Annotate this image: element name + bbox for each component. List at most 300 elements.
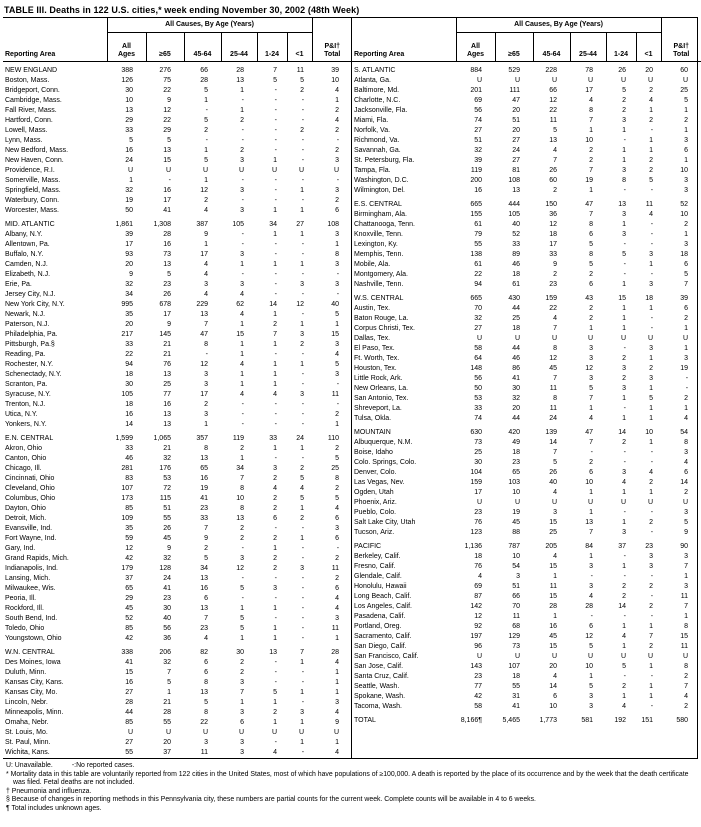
- value-cell: 7: [589, 167, 593, 174]
- city-row: [3, 474, 352, 484]
- value-cell: U: [202, 167, 208, 174]
- value-cell: -: [241, 575, 244, 582]
- value-cell: 16: [163, 241, 171, 248]
- city-row: [352, 96, 701, 106]
- value-cell: 338: [121, 649, 133, 656]
- value-cell: 8: [622, 177, 626, 184]
- value-cell: -: [301, 117, 305, 124]
- city-row: [352, 508, 701, 518]
- value-cell: 33: [549, 251, 557, 258]
- value-cell: 2: [300, 515, 305, 522]
- value-cell: 105: [508, 211, 520, 218]
- value-cell: -: [623, 673, 626, 680]
- value-cell: 281: [121, 465, 133, 472]
- value-cell: 5: [300, 495, 305, 502]
- value-cell: 42: [125, 555, 133, 562]
- value-cell: 2: [622, 583, 626, 590]
- city-row: [352, 166, 701, 176]
- value-cell: 3: [622, 365, 626, 372]
- value-cell: 12: [549, 221, 557, 228]
- value-cell: 581: [581, 717, 593, 724]
- value-cell: 28: [200, 77, 208, 84]
- reporting-area-cell: St. Louis, Mo.: [5, 729, 48, 736]
- value-cell: 4: [204, 207, 208, 214]
- value-cell: -: [241, 401, 244, 408]
- value-cell: 1: [622, 519, 626, 526]
- city-row: [352, 414, 701, 424]
- city-row: [3, 166, 352, 176]
- value-cell: 35: [125, 311, 133, 318]
- reporting-area-cell: Kansas City, Mo.: [5, 689, 58, 696]
- city-row: [3, 76, 352, 86]
- value-cell: 6: [589, 469, 593, 476]
- value-cell: 15: [549, 643, 557, 650]
- value-cell: 1: [684, 127, 689, 134]
- value-cell: 16: [163, 187, 171, 194]
- value-cell: 10: [549, 703, 557, 710]
- value-cell: 26: [549, 469, 557, 476]
- value-cell: -: [650, 271, 654, 278]
- value-cell: 4: [335, 749, 340, 756]
- value-cell: -: [301, 137, 305, 144]
- value-cell: 10: [680, 167, 689, 174]
- value-cell: 47: [585, 201, 593, 208]
- value-cell: 11: [549, 583, 557, 590]
- value-cell: 10: [331, 77, 340, 84]
- value-cell: 17: [163, 197, 171, 204]
- table-title: TABLE III. Deaths in 122 U.S. cities,* week ending November 30, 2002 (48th Week): [4, 5, 360, 15]
- value-cell: 2: [649, 583, 654, 590]
- value-cell: 4: [335, 709, 340, 716]
- value-cell: 3: [589, 583, 593, 590]
- value-cell: 12: [163, 107, 171, 114]
- value-cell: 387: [196, 221, 208, 228]
- value-cell: 2: [273, 709, 277, 716]
- value-cell: 22: [200, 719, 208, 726]
- value-cell: 1,065: [153, 435, 171, 442]
- pi-total-header-label: P&I† Total: [324, 43, 341, 58]
- reporting-area-cell: New Bedford, Mass.: [5, 147, 69, 154]
- city-row: [3, 206, 352, 216]
- value-cell: -: [301, 545, 305, 552]
- value-cell: 4: [240, 291, 244, 298]
- city-row: [352, 468, 701, 478]
- value-cell: 93: [125, 251, 133, 258]
- value-cell: U: [298, 729, 305, 736]
- city-row: [3, 106, 352, 116]
- value-cell: 3: [335, 615, 340, 622]
- value-cell: 1: [300, 719, 305, 726]
- value-cell: 2: [622, 375, 626, 382]
- city-row: [3, 748, 352, 758]
- city-row: [352, 562, 701, 572]
- value-cell: 7: [273, 331, 277, 338]
- value-cell: 5: [649, 395, 654, 402]
- value-cell: 22: [549, 107, 557, 114]
- city-row: [3, 270, 352, 280]
- value-cell: 105: [121, 391, 133, 398]
- region-total-row: [3, 220, 352, 230]
- value-cell: 15: [549, 519, 557, 526]
- value-cell: 74: [474, 117, 482, 124]
- value-cell: 1: [273, 371, 277, 378]
- value-cell: 18: [474, 553, 482, 560]
- value-cell: 5: [649, 177, 654, 184]
- value-cell: 17: [200, 391, 208, 398]
- value-cell: 4: [589, 97, 593, 104]
- value-cell: U: [551, 335, 557, 342]
- city-row: [352, 270, 701, 280]
- value-cell: 12: [585, 633, 593, 640]
- value-cell: 5: [335, 311, 340, 318]
- value-cell: 13: [236, 77, 244, 84]
- value-cell: 22: [474, 271, 482, 278]
- reporting-area-cell: Detroit, Mich.: [5, 515, 47, 522]
- reporting-area-cell: Hartford, Conn.: [5, 117, 53, 124]
- reporting-area-cell: PACIFIC: [354, 543, 382, 550]
- reporting-area-cell: MOUNTAIN: [354, 429, 391, 436]
- value-cell: 41: [163, 207, 171, 214]
- value-cell: 1: [335, 241, 340, 248]
- value-cell: U: [514, 77, 520, 84]
- value-cell: 1: [649, 137, 654, 144]
- reporting-area-cell: Austin, Tex.: [354, 305, 391, 312]
- value-cell: 3: [240, 207, 244, 214]
- value-cell: U: [587, 335, 593, 342]
- value-cell: 2: [622, 439, 626, 446]
- value-cell: -: [590, 573, 593, 580]
- value-cell: 79: [474, 231, 482, 238]
- value-cell: -: [336, 381, 340, 388]
- value-cell: 29: [163, 127, 171, 134]
- value-cell: 21: [163, 445, 171, 452]
- value-cell: 3: [273, 465, 277, 472]
- value-cell: 16: [125, 411, 133, 418]
- value-cell: 40: [512, 221, 520, 228]
- value-cell: 5: [335, 455, 340, 462]
- region-total-row: [352, 66, 701, 76]
- reporting-area-cell: Lowell, Mass.: [5, 127, 48, 134]
- value-cell: U: [238, 167, 244, 174]
- value-cell: 69: [474, 583, 482, 590]
- value-cell: -: [301, 575, 305, 582]
- value-cell: 4: [553, 147, 557, 154]
- value-cell: 3: [335, 231, 340, 238]
- value-cell: 10: [125, 97, 133, 104]
- value-cell: 51: [512, 117, 520, 124]
- value-cell: 19: [585, 177, 593, 184]
- value-cell: 9: [167, 97, 171, 104]
- value-cell: 19: [125, 197, 133, 204]
- value-cell: 2: [335, 197, 340, 204]
- reporting-area-cell: Miami, Fla.: [354, 117, 389, 124]
- value-cell: 9: [553, 261, 557, 268]
- region-total-row: [352, 200, 701, 210]
- value-cell: -: [301, 669, 305, 676]
- value-cell: 18: [512, 325, 520, 332]
- value-cell: 18: [512, 449, 520, 456]
- value-cell: 76: [163, 361, 171, 368]
- value-cell: -: [650, 673, 654, 680]
- reporting-area-cell: Peoria, Ill.: [5, 595, 37, 602]
- col-25-44: 25-44: [221, 33, 257, 62]
- reporting-area-cell: Erie, Pa.: [5, 281, 32, 288]
- value-cell: 56: [474, 375, 482, 382]
- value-cell: U: [587, 499, 593, 506]
- value-cell: -: [241, 595, 244, 602]
- city-row: [352, 116, 701, 126]
- value-cell: 11: [549, 405, 557, 412]
- value-cell: 4: [204, 635, 208, 642]
- value-cell: 3: [589, 703, 593, 710]
- value-cell: 8: [589, 221, 593, 228]
- value-cell: 1: [649, 623, 654, 630]
- value-cell: 1: [167, 689, 171, 696]
- reporting-area-header: Reporting Area: [5, 51, 56, 58]
- value-cell: 44: [125, 709, 133, 716]
- value-cell: 83: [125, 475, 133, 482]
- city-row: [3, 604, 352, 614]
- value-cell: 32: [474, 147, 482, 154]
- value-cell: -: [650, 703, 654, 710]
- reporting-area-cell: Salt Lake City, Utah: [354, 519, 416, 526]
- value-cell: -: [623, 241, 626, 248]
- value-cell: 20: [125, 321, 133, 328]
- city-row: [352, 230, 701, 240]
- value-cell: 37: [125, 575, 133, 582]
- value-cell: 7: [240, 689, 244, 696]
- value-cell: U: [647, 653, 654, 660]
- value-cell: 6: [684, 305, 689, 312]
- value-cell: 6: [684, 147, 689, 154]
- value-cell: 2: [204, 127, 208, 134]
- value-cell: 1: [589, 673, 593, 680]
- value-cell: 8: [553, 395, 557, 402]
- value-cell: 3: [240, 709, 244, 716]
- value-cell: 19: [200, 485, 208, 492]
- value-cell: -: [336, 291, 340, 298]
- value-cell: 47: [585, 429, 593, 436]
- city-row: [3, 668, 352, 678]
- value-cell: 1: [649, 489, 654, 496]
- value-cell: -: [590, 449, 593, 456]
- value-cell: 23: [163, 595, 171, 602]
- reporting-area-cell: Wichita, Kans.: [5, 749, 50, 756]
- value-cell: 49: [512, 439, 520, 446]
- col-ge65: ≥65: [146, 33, 184, 62]
- value-cell: -: [623, 405, 626, 412]
- value-cell: 13: [163, 421, 171, 428]
- reporting-area-cell: San Antonio, Tex.: [354, 395, 409, 402]
- value-cell: 1: [240, 371, 244, 378]
- value-cell: 51: [512, 583, 520, 590]
- value-cell: 1: [204, 241, 208, 248]
- value-cell: 28: [549, 603, 557, 610]
- value-cell: 2: [335, 445, 340, 452]
- value-cell: 44: [512, 345, 520, 352]
- value-cell: 45: [512, 519, 520, 526]
- value-cell: -: [241, 421, 244, 428]
- city-row: [3, 514, 352, 524]
- reporting-area-cell: Ogden, Utah: [354, 489, 394, 496]
- reporting-area-cell: Cincinnati, Ohio: [5, 475, 55, 482]
- pi-total-header: [312, 18, 352, 62]
- value-cell: 8: [684, 439, 689, 446]
- reporting-area-cell: Somerville, Mass.: [5, 177, 61, 184]
- value-cell: 129: [508, 633, 520, 640]
- value-cell: 1,861: [115, 221, 133, 228]
- value-cell: 65: [200, 465, 208, 472]
- value-cell: 33: [269, 435, 277, 442]
- value-cell: 1: [622, 315, 626, 322]
- reporting-area-cell: Duluth, Minn.: [5, 669, 47, 676]
- reporting-area-cell: E.N. CENTRAL: [5, 435, 54, 442]
- reporting-area-header: Reporting Area: [354, 51, 405, 58]
- value-cell: 3: [589, 563, 593, 570]
- value-cell: 32: [163, 455, 171, 462]
- value-cell: 1: [240, 635, 244, 642]
- city-row: [352, 438, 701, 448]
- value-cell: 1: [622, 415, 626, 422]
- value-cell: -: [650, 315, 654, 322]
- reporting-area-cell: Trenton, N.J.: [5, 401, 46, 408]
- value-cell: 4: [204, 271, 208, 278]
- reporting-area-cell: Seattle, Wash.: [354, 683, 400, 690]
- value-cell: U: [514, 499, 520, 506]
- value-cell: -: [301, 679, 305, 686]
- value-cell: 1: [300, 187, 305, 194]
- group-header-row: [352, 18, 701, 33]
- value-cell: 2: [204, 545, 208, 552]
- city-row: [3, 614, 352, 624]
- value-cell: 1: [300, 261, 305, 268]
- reporting-area-cell: Waterbury, Conn.: [5, 197, 60, 204]
- city-row: [3, 624, 352, 634]
- city-row: [352, 602, 701, 612]
- city-row: [352, 210, 701, 220]
- value-cell: -: [241, 127, 244, 134]
- value-cell: 3: [204, 281, 208, 288]
- value-cell: 1: [622, 489, 626, 496]
- reporting-area-cell: Dallas, Tex.: [354, 335, 391, 342]
- value-cell: 13: [200, 455, 208, 462]
- reporting-area-cell: Dayton, Ohio: [5, 505, 46, 512]
- reporting-area-cell: Savannah, Ga.: [354, 147, 401, 154]
- reporting-area-cell: Shreveport, La.: [354, 405, 402, 412]
- value-cell: 3: [204, 381, 208, 388]
- value-cell: -: [685, 385, 689, 392]
- value-cell: -: [301, 411, 305, 418]
- value-cell: 126: [121, 77, 133, 84]
- city-row: [352, 250, 701, 260]
- reporting-area-cell: Berkeley, Calif.: [354, 553, 401, 560]
- value-cell: -: [650, 241, 654, 248]
- value-cell: 17: [200, 251, 208, 258]
- value-cell: 34: [125, 291, 133, 298]
- value-cell: 41: [125, 659, 133, 666]
- reporting-area-cell: Fresno, Calif.: [354, 563, 396, 570]
- value-cell: 1,599: [115, 435, 133, 442]
- value-cell: 665: [470, 295, 482, 302]
- value-cell: -: [623, 509, 626, 516]
- value-cell: U: [551, 499, 557, 506]
- value-cell: 24: [163, 575, 171, 582]
- value-cell: U: [202, 729, 208, 736]
- city-row: [352, 672, 701, 682]
- reporting-area-cell: Elizabeth, N.J.: [5, 271, 51, 278]
- reporting-area-cell: Indianapolis, Ind.: [5, 565, 58, 572]
- value-cell: 14: [269, 301, 277, 308]
- value-cell: 1: [240, 381, 244, 388]
- value-cell: -: [241, 177, 244, 184]
- value-cell: 17: [474, 489, 482, 496]
- value-cell: 23: [200, 625, 208, 632]
- value-cell: U: [165, 729, 171, 736]
- reporting-area-cell: Jacksonville, Fla.: [354, 107, 408, 114]
- value-cell: 2: [622, 593, 626, 600]
- value-cell: -: [650, 449, 654, 456]
- value-cell: 173: [121, 495, 133, 502]
- value-cell: 10: [585, 663, 593, 670]
- value-cell: 33: [200, 515, 208, 522]
- col-1-24: 1-24: [606, 33, 636, 62]
- value-cell: 110: [327, 435, 340, 442]
- reporting-area-cell: Camden, N.J.: [5, 261, 48, 268]
- value-cell: -: [274, 251, 277, 258]
- value-cell: 104: [470, 469, 482, 476]
- value-cell: 1: [335, 739, 340, 746]
- value-cell: 28: [585, 603, 593, 610]
- city-row: [352, 156, 701, 166]
- value-cell: 3: [240, 281, 244, 288]
- reporting-area-cell: Minneapolis, Minn.: [5, 709, 64, 716]
- value-cell: 89: [512, 251, 520, 258]
- value-cell: 27: [512, 137, 520, 144]
- value-cell: 5: [622, 251, 626, 258]
- value-cell: 1: [300, 535, 305, 542]
- value-cell: 32: [474, 315, 482, 322]
- city-row: [352, 354, 701, 364]
- value-cell: 6: [240, 719, 244, 726]
- value-cell: 23: [474, 673, 482, 680]
- value-cell: 1: [553, 573, 557, 580]
- value-cell: 1: [684, 573, 689, 580]
- region-total-row: [3, 648, 352, 658]
- value-cell: 4: [684, 693, 689, 700]
- value-cell: -: [650, 573, 654, 580]
- table-left-half: [3, 18, 352, 758]
- value-cell: 3: [300, 391, 305, 398]
- value-cell: 1: [273, 341, 277, 348]
- value-cell: 3: [273, 585, 277, 592]
- value-cell: 1: [300, 231, 305, 238]
- value-cell: -: [650, 529, 654, 536]
- value-cell: 179: [121, 565, 133, 572]
- value-cell: 2: [553, 271, 557, 278]
- value-cell: -: [274, 281, 277, 288]
- value-cell: 3: [684, 355, 689, 362]
- value-cell: 5: [684, 519, 689, 526]
- value-cell: 2: [273, 505, 277, 512]
- value-cell: 23: [645, 543, 654, 550]
- city-row: [352, 240, 701, 250]
- value-cell: 64: [474, 355, 482, 362]
- value-cell: 24: [512, 147, 520, 154]
- value-cell: 53: [163, 475, 171, 482]
- value-cell: 176: [159, 465, 171, 472]
- value-cell: 24: [125, 157, 133, 164]
- reporting-area-cell: Birmingham, Ala.: [354, 211, 407, 218]
